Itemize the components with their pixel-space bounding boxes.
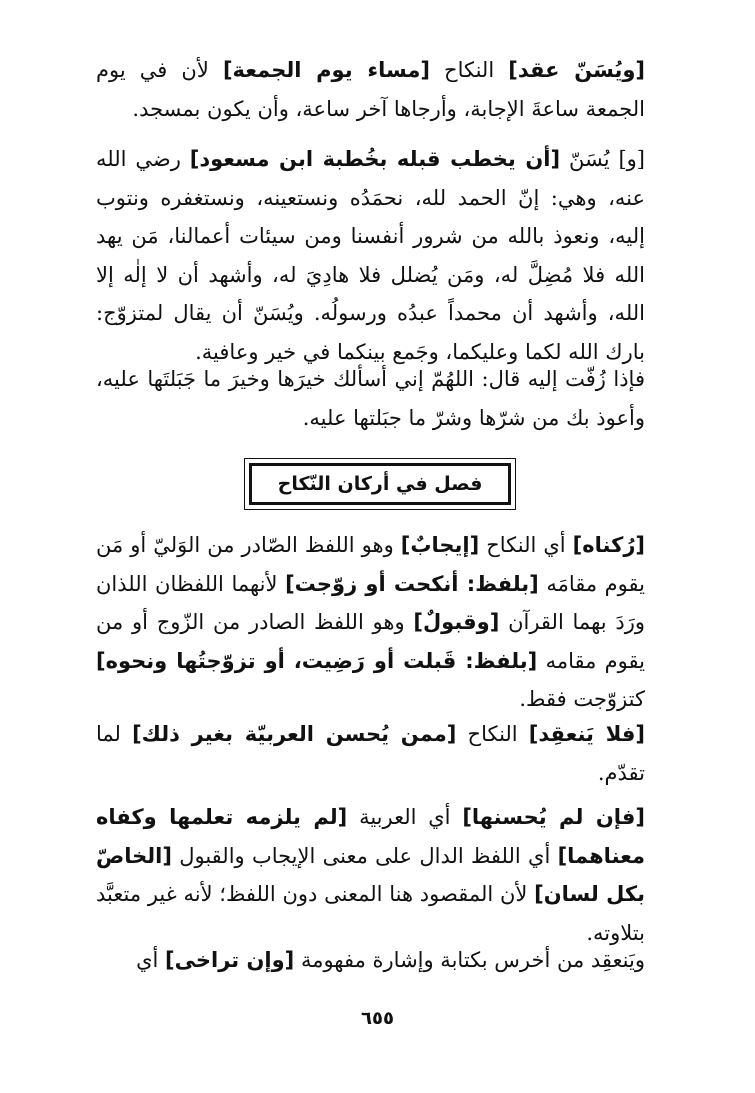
matn-quote: [مساء يوم الجمعة]: [222, 58, 430, 82]
commentary-text: وهو اللفظ الصّادر من الوَليّ أو مَن يقوم مقامَه: [96, 533, 645, 596]
matn-quote: [أن يخطب قبله بخُطبة ابن مسعود]: [189, 147, 561, 171]
matn-quote: [لم يلزمه تعلمها وكفاه معناهما]: [96, 805, 645, 868]
matn-quote: [بلفظ: أنكحت أو زوّجت]: [285, 571, 539, 596]
paragraph-pillars: [96, 526, 645, 719]
commentary-text: أي: [136, 948, 166, 972]
section-heading: فصل في أركان النّكاح: [249, 463, 511, 505]
commentary-text: أي العربية: [347, 805, 463, 829]
paragraph-other-language: [96, 798, 645, 952]
paragraph-khutbah: [96, 140, 645, 371]
commentary-text: لأن في يوم الجمعة ساعةَ الإجابة، وأرجاها آخر ساعة، وأن يكون بمسجد.: [96, 58, 645, 121]
commentary-text: فإذا زُفّت إليه قال: اللهُمّ إني أسألك خيرَها وخيرَ ما جَبَلتَها عليه، وأعوذ بك من شرّها وشرّ ما جبَلتها عليه.: [96, 367, 645, 430]
commentary-text: أي النكاح: [479, 533, 573, 557]
commentary-text: لأنهما اللفظان اللذان ورَدَ بهما القرآن: [96, 571, 645, 634]
matn-quote: [بلفظ: قَبلت أو رَضِيت، أو تزوّجتُها ونحوه]: [96, 648, 538, 673]
matn-quote: [الخاصّ بكل لسان]: [96, 843, 645, 906]
matn-quote: [فإن لم يُحسنها]: [462, 805, 645, 829]
paragraph-mute-person: [96, 941, 645, 980]
section-heading-frame: [244, 458, 516, 510]
commentary-text: كتزوّجت فقط.: [519, 687, 645, 711]
matn-quote: [ممن يُحسن العربيّة بغير ذلك]: [132, 722, 457, 746]
commentary-text: لما تقدّم.: [96, 722, 645, 785]
commentary-text: النكاح: [429, 58, 509, 82]
matn-quote: [ويُسَنّ عقد]: [508, 58, 645, 82]
matn-quote: [فلا يَنعقِد]: [528, 722, 645, 746]
matn-quote: [وقبولٌ]: [413, 610, 500, 634]
commentary-text: [و] يُسَنّ: [560, 147, 645, 171]
matn-quote: [وإن تراخى]: [165, 948, 295, 972]
page-number: ٦٥٥: [361, 1008, 394, 1029]
paragraph-friday-marriage: [96, 51, 645, 128]
paragraph-arabic-required: [96, 715, 645, 792]
paragraph-wedding-supplication: [96, 360, 645, 437]
commentary-text: لأن المقصود هنا المعنى دون اللفظ؛ لأنه غير متعبَّد بتلاوته.: [96, 882, 645, 945]
matn-quote: [إيجابٌ]: [400, 533, 480, 557]
commentary-text: النكاح: [456, 722, 529, 746]
commentary-text: ويَنعقِد من أخرس بكتابة وإشارة مفهومة: [294, 948, 645, 972]
commentary-text: وهو اللفظ الصادر من الزّوج أو من يقوم مقامه: [96, 610, 645, 673]
matn-quote: [رُكناه]: [572, 533, 646, 557]
commentary-text: أي اللفظ الدال على معنى الإيجاب والقبول: [171, 843, 558, 868]
commentary-text: رضي الله عنه، وهي: إنّ الحمد لله، نحمَدُه ونستعينه، ونستغفره ونتوب إليه، ونعوذ بالله من شرور أنفسنا ومن سيئات أعمالنا، مَن يهد الله فلا مُضِلَّ له، ومَن يُضلل فلا هادِيَ له، وأشهد أن لا إلٰه إلا الله، وأشهد أن محمداً عبدُه ورسولُه. ويُسَنّ أن يقال لمتزوّج: بارك الله لكما وعليكما، وجَمع بينكما في خير وعافية.: [96, 147, 645, 364]
